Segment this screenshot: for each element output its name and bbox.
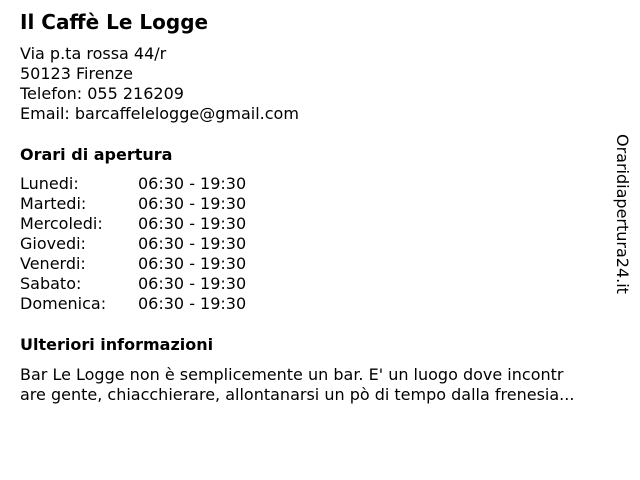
business-name: Il Caffè Le Logge (20, 10, 209, 34)
site-watermark: Oraridiapertura24.it (613, 134, 632, 294)
time-range: 06:30 - 19:30 (138, 234, 247, 253)
day-label: Lunedi: (20, 174, 79, 193)
street-address: Via p.ta rossa 44/r (20, 44, 167, 63)
city-address: 50123 Firenze (20, 64, 133, 83)
description-text (20, 365, 625, 405)
day-label: Venerdi: (20, 254, 86, 273)
day-label: Martedi: (20, 194, 87, 213)
day-label: Giovedi: (20, 234, 86, 253)
address-block (20, 44, 299, 124)
day-label: Sabato: (20, 274, 82, 293)
time-range: 06:30 - 19:30 (138, 274, 247, 293)
time-range: 06:30 - 19:30 (138, 174, 247, 193)
info-heading: Ulteriori informazioni (20, 335, 214, 354)
hours-heading: Orari di apertura (20, 145, 173, 164)
time-range: 06:30 - 19:30 (138, 194, 247, 213)
phone-number: Telefon: 055 216209 (20, 84, 184, 103)
time-range: 06:30 - 19:30 (138, 254, 247, 273)
time-range: 06:30 - 19:30 (138, 214, 247, 233)
description-line: are gente, chiacchierare, allontanarsi un pò di tempo dalla frenesia... (20, 385, 575, 404)
time-range: 06:30 - 19:30 (138, 294, 247, 313)
day-label: Domenica: (20, 294, 107, 313)
day-label: Mercoledi: (20, 214, 103, 233)
email-address: Email: barcaffelelogge@gmail.com (20, 104, 299, 123)
description-line: Bar Le Logge non è semplicemente un bar. E' un luogo dove incontr (20, 365, 564, 384)
